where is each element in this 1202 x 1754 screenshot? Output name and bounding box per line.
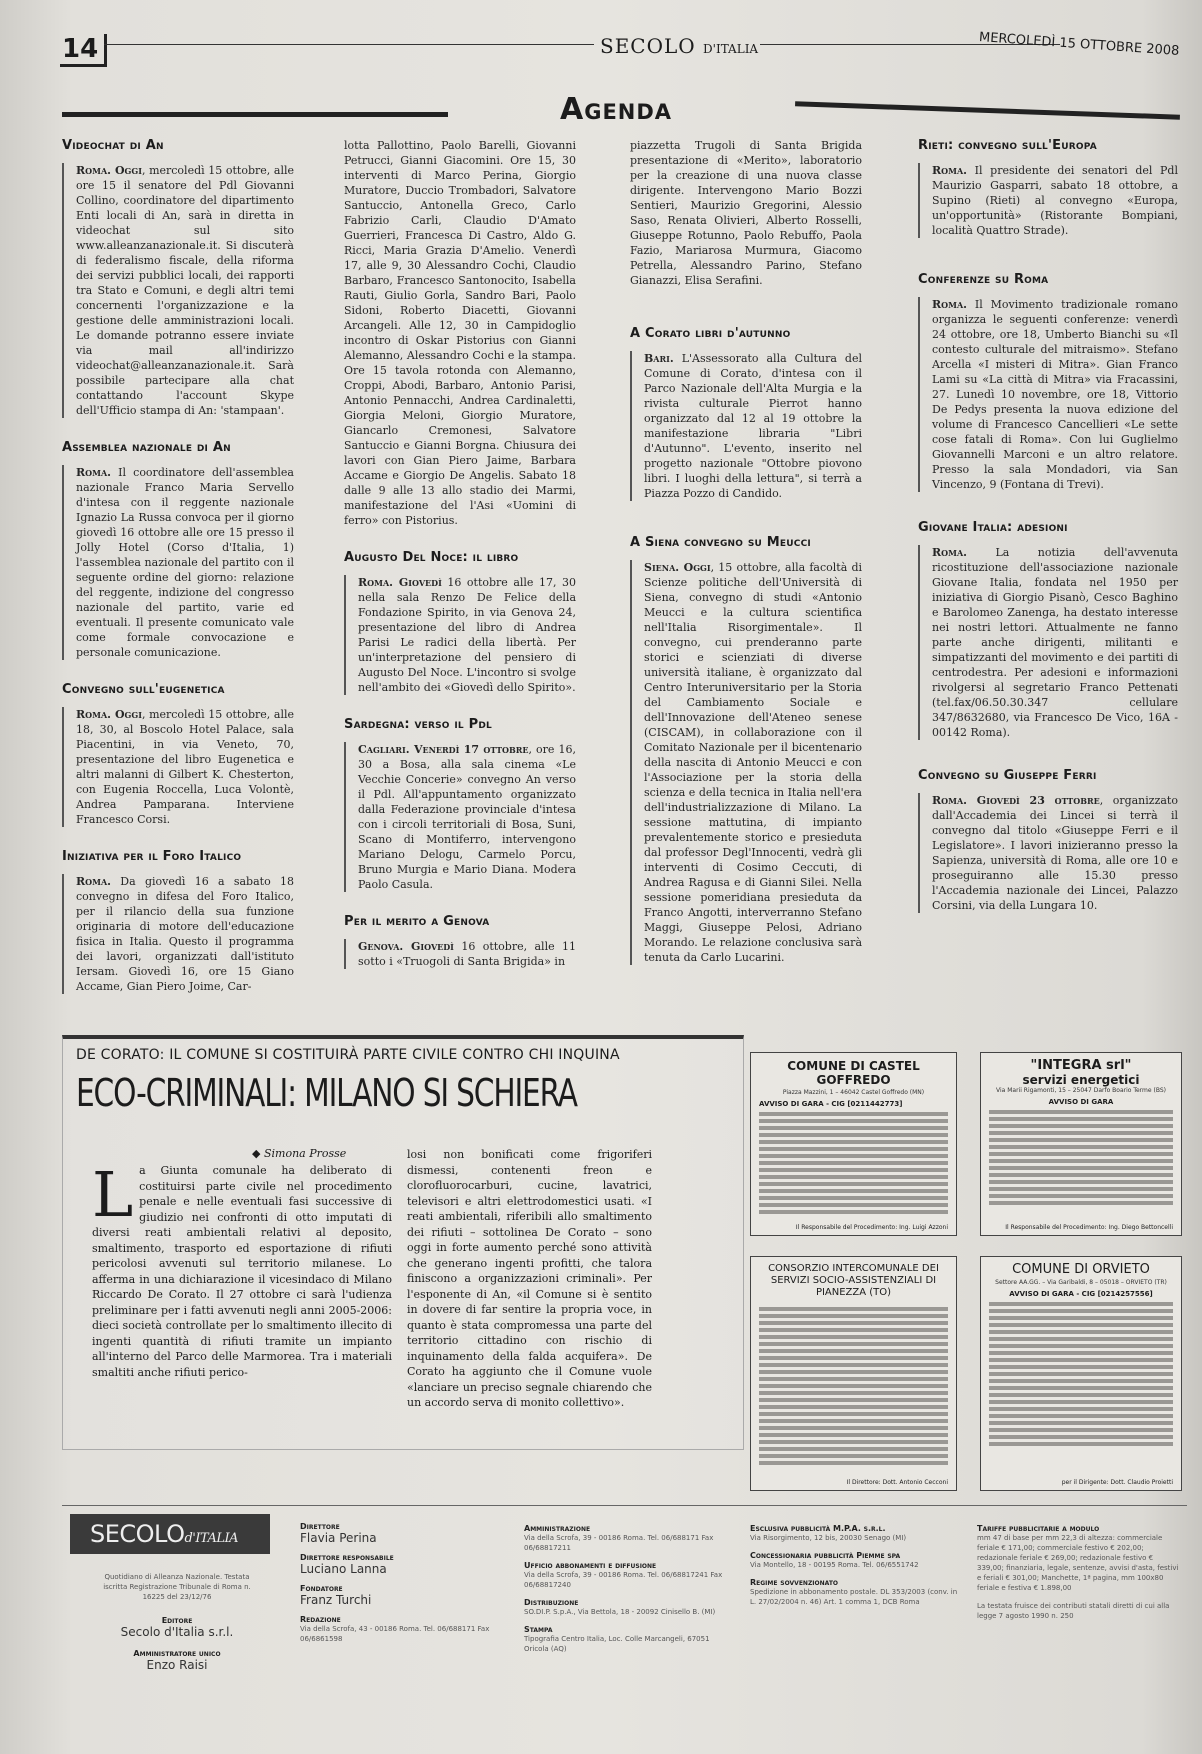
spedizione-value: Spedizione in abbonamento postale. DL 353/2003 (conv. in L. 27/02/2004 n. 46) Art. 1 comma 1, DCB Roma xyxy=(750,1588,958,1606)
ad-address: Settore AA.GG. – Via Garibaldi, 8 – 05018 – ORVIETO (TR) xyxy=(995,1279,1167,1286)
column-3 xyxy=(630,138,862,987)
page-header xyxy=(60,28,1180,68)
article-text: L'Assessorato alla Cultura del Comune di Corato, d'intesa con il Parco Nazionale dell'Alta Murgia e la rivista culturale Pierrot hanno organizzato dal 12 al 19 ottobre la manifestazione libraria "Libri d'Autunno". L'evento, inserito nel progetto nazionale "Ottobre piovono libri. I luoghi della lettura", si terrà a Piazza Pozzo di Candido. xyxy=(644,352,862,500)
rates-block xyxy=(977,1524,1182,1621)
feature-kicker: DE CORATO: IL COMUNE SI COSTITUIRÀ PARTE CIVILE CONTRO CHI INQUINA xyxy=(76,1047,620,1063)
conc2-value: Via Montello, 18 - 00195 Roma. Tel. 06/6551742 xyxy=(750,1561,919,1569)
article-lead: Genova. Giovedì xyxy=(358,940,454,953)
advertising-block xyxy=(750,1524,960,1607)
author-name: Simona Prosse xyxy=(263,1147,347,1160)
header-rule-left xyxy=(104,44,594,45)
article-rieti xyxy=(918,138,1178,238)
feature-body-1: a Giunta comunale ha deliberato di costituirsi parte civile nel procedimento penale e nelle eventuali fasi successive di giudizio nei confronti di otto imputati di diversi reati ambientali relativi al deposito, smaltimento, trasporto ed esportazione di rifiuti pericolosi avvenuti sul territorio milanese. Lo afferma in una dichiarazione il vicesindaco di Milano Riccardo De Corato. Il 27 ottobre ci sarà l'udienza preliminare per i fatti avvenuti negli anni 2005-2006: dieci società controllate per lo smaltimento illecito di ingenti quantità di rifiuti tramite un impianto all'interno del Parco delle Marmorea. Tra i materiali smaltiti anche rifiuti perico- xyxy=(92,1164,392,1379)
article-body: lotta Pallottino, Paolo Barelli, Giovanni Petrucci, Gianni Giacomini. Ore 15, 30 interventi di Marco Perina, Giorgio Muratore, Duccio Trombadori, Salvatore Santuccio, Antonella Greco, Carlo Fabrizio Carli, Claudio D'Amato Guerrieri, Francesca Di Castro, Aldo G. Ricci, Maria Grazia D'Amelio. Venerdì 17, alle 9, 30 Alessandro Cochi, Claudio Barbaro, Francesco Santonocito, Isabella Rauti, Giulio Gorla, Sandro Bari, Paolo Sidoni, Roberto Diacetti, Giovanni Arcangeli. Alle 12, 30 in Campidoglio incontro di Oskar Pistorius con Gianni Alemanno, Alessandro Cochi e la stampa. Ore 15 tavola rotonda con Alemanno, Croppi, Abodi, Barbaro, Antonio Parisi, Antonio Pennacchi, Andrea Cardinaletti, Giorgia Meloni, Giorgio Muratore, Giancarlo Cremonesi, Salvatore Santuccio e Gianni Borgna. Chiusura dei lavori con Gian Piero Jaime, Barbara Accame e Giorgio De Angelis. Sabato 18 dalle 9 alle 13 allo stadio dei Marmi, manifestazione del l'Asi «Uomini di ferro» con Pistorius. xyxy=(344,139,576,527)
page-number: 14 xyxy=(60,34,107,67)
article-body xyxy=(918,545,1178,740)
article-lead: Roma. Oggi xyxy=(76,164,142,177)
article-body xyxy=(918,297,1178,492)
article-lead: Roma. xyxy=(932,546,968,559)
feature-article xyxy=(62,1035,742,1503)
logo-name: SECOLO xyxy=(90,1520,185,1548)
masthead xyxy=(600,34,758,58)
direttore-label: Direttore xyxy=(300,1522,340,1531)
ad-signature: per il Dirigente: Dott. Claudio Proietti xyxy=(1061,1479,1173,1486)
section-rule-right xyxy=(795,101,1180,119)
article-text: 16 ottobre alle 17, 30 nella sala Renzo De Felice della Fondazione Spirito, in via Genova 24, presentazione del libro di Andrea Parisi Le radici della libertà. Per un'interpretazione del pensiero di Augusto Del Noce. L'incontro si svolge nell'ambito dei «Giovedì dello Spirito». xyxy=(358,576,576,694)
stampa-label: Stampa xyxy=(524,1625,553,1634)
resp-label: Direttore responsabile xyxy=(300,1553,394,1562)
article-body xyxy=(630,351,862,501)
article-text: La notizia dell'avvenuta ricostituzione dell'associazione nazionale Giovane Italia, fondata nel 1950 per iniziativa di Giorgio Pisanò, Cesco Baghino e Barolomeo Zanenga, ha destato interesse nei nostri lettori. Attualmente ne fanno parte anche dirigenti, militanti e simpatizzanti del movimento e dei partiti di centrodestra. Per adesioni e informazioni rivolgersi al segretario Franco Pettenati (tel.fax/06.50.30.347 cellulare 347/8632680, via Francesco De Vico, 16A - 00142 Roma). xyxy=(932,546,1178,739)
drop-cap: L xyxy=(92,1158,134,1231)
article-title: Convegno su Giuseppe Ferri xyxy=(918,768,1097,783)
article-body xyxy=(918,793,1178,913)
concessionaria-value: Via Risorgimento, 12 bis, 20030 Senago (MI) xyxy=(750,1534,907,1542)
colophon xyxy=(62,1505,1187,1736)
article-text: Il Movimento tradizionale romano organizza le seguenti conferenze: venerdì 24 ottobre, ore 18, Umberto Bianchi su «Il contesto culturale del mitraismo». Stefano Arcella «I misteri di Mitra». Gian Franco Lami su «La città di Mitra» via Fracassini, 27. Lunedì 10 novembre, ore 18, Vittorio De Pedys presenta la nuova edizione del volume di Francesco Cancellieri «Le sette cose fatali di Roma». Con lui Guglielmo Giovannelli Marconi e un altro relatore. Presso la sala Mondadori, via San Vincenzo, 9 (Fontana di Trevi). xyxy=(932,298,1178,491)
ad-address: Via Marii Rigamonti, 15 – 25047 Darfo Boario Terme (BS) xyxy=(996,1087,1166,1094)
editore-block xyxy=(102,1616,252,1672)
article-lead: Roma. xyxy=(76,875,112,888)
article-text: , mercoledì 15 ottobre, alle ore 15 il senatore del Pdl Giovanni Collino, coordinatore del dipartimento Enti locali di An, sarà in diretta in videochat sul sito www.alleanzanazionale.it. Si discuterà di federalismo fiscale, della riforma dei servizi pubblici locali, dei rapporti tra Stato e Comuni, e degli altri temi concernenti l'organizzazione e la gestione delle amministrazioni locali. Le domande potranno essere inviate via mail all'indirizzo videochat@alleanzanazionale.it. Sarà possibile partecipare alla chat contattando l'account Skype dell'Ufficio stampa di An: 'stampaan'. xyxy=(76,164,294,417)
article-lead: Roma. xyxy=(76,466,112,479)
article-lead: Siena. Oggi xyxy=(644,561,711,574)
article-genova-continued xyxy=(630,138,862,288)
admin-offices-block xyxy=(524,1524,734,1654)
article-lead: Cagliari. Venerdì 17 ottobre xyxy=(358,743,529,756)
article-body xyxy=(62,163,294,418)
article-lead: Roma. xyxy=(932,298,968,311)
section-rule-left xyxy=(62,112,448,117)
ad-subtitle: servizi energetici xyxy=(1022,1073,1140,1087)
article-text: Da giovedì 16 a sabato 18 convegno in difesa del Foro Italico, per il rilancio della sua funzione originaria di motore dell'educazione fisica in Italia. Questo il programma dei lavori, organizzati dall'istituto Iersam. Giovedì 16, ore 15 Giano Accame, Gian Piero Joime, Car- xyxy=(76,875,294,993)
article-foro-italico-continued xyxy=(344,138,576,528)
article-text: , mercoledì 15 ottobre, alle 18, 30, al Boscolo Hotel Palace, sala Piacentini, in via Veneto, 70, presentazione del libro Eugenetica e altri malanni di Gilbert K. Chesterton, con Eugenia Roccella, Luca Volontè, Andrea Pamparana. Interviene Francesco Corsi. xyxy=(76,708,294,826)
distrib-label: Distribuzione xyxy=(524,1598,579,1607)
redazione-label: Redazione xyxy=(300,1615,341,1624)
directors-block xyxy=(300,1522,500,1644)
ad-integra xyxy=(980,1052,1182,1236)
column-4 xyxy=(918,138,1178,935)
ufficio-label: Ufficio abbonamenti e diffusione xyxy=(524,1561,657,1570)
article-title: A Corato libri d'autunno xyxy=(630,326,791,341)
ufficio-value: Via della Scrofa, 39 - 00186 Roma. Tel. 06/68817241 Fax 06/68817240 xyxy=(524,1571,723,1589)
article-title: Convegno sull'eugenetica xyxy=(62,682,225,697)
column-1 xyxy=(62,138,294,1016)
article-title: Videochat di An xyxy=(62,138,164,153)
article-eugenetica xyxy=(62,682,294,827)
distrib-value: SO.DI.P. S.p.A., Via Bettola, 18 - 20092 Cinisello B. (MI) xyxy=(524,1608,716,1616)
ad-signature: Il Responsabile del Procedimento: Ing. Diego Bettoncelli xyxy=(1005,1224,1173,1231)
article-giovane-italia xyxy=(918,520,1178,740)
redazione-value: Via della Scrofa, 43 - 00186 Roma. Tel. 06/688171 Fax 06/6861598 xyxy=(300,1625,490,1643)
editore-label: Editore xyxy=(161,1616,193,1625)
article-body xyxy=(344,939,576,969)
section-title: Agenda xyxy=(560,92,673,127)
article-body xyxy=(344,742,576,892)
article-text: , 15 ottobre, alla facoltà di Scienze politiche dell'Università di Siena, convegno di studi «Antonio Meucci e la cultura scientifica nell'Italia Risorgimentale». Il convegno, cui prenderanno parte storici e scienziati di diverse università italiane, è organizzato dal Centro Interuniversitario per la Storia del Cambiamento Sociale e dell'Innovazione dell'Ateneo senese (CISCAM), in collaborazione con il Comitato Nazionale per il bicentenario della nascita di Antonio Meucci e con l'Associazione per la storia della scienza e della tecnica in Italia nell'era dell'industrializzazione di Milano. La sessione mattutina, di impianto prevalentemente storico e presieduta dal professor Degl'Innocenti, vedrà gli interventi di Cosimo Ceccuti, di Andrea Ragusa e di Gianni Silei. Nella sessione pomeridiana presieduta da Franco Angotti, interverranno Stefano Maggi, Giuseppe Pelosi, Adriano Morando. Le relazione conclusiva sarà tenuta da Carlo Lucarini. xyxy=(644,561,863,964)
article-title: Iniziativa per il Foro Italico xyxy=(62,849,242,864)
ad-text-block xyxy=(759,1307,948,1465)
article-title: Per il merito a Genova xyxy=(344,914,490,929)
article-lead: Roma. xyxy=(932,164,968,177)
ad-orvieto xyxy=(980,1256,1182,1491)
stampa-value: Tipografia Centro Italia, Loc. Colle Marcangeli, 67051 Oricola (AQ) xyxy=(524,1635,710,1653)
article-lead: Roma. Oggi xyxy=(76,708,142,721)
feature-column-1 xyxy=(92,1158,392,1380)
article-title: Assemblea nazionale di An xyxy=(62,440,231,455)
masthead-small: D'ITALIA xyxy=(703,42,759,56)
feature-author: ◆ Simona Prosse xyxy=(252,1147,347,1160)
article-lead: Roma. Giovedì xyxy=(358,576,442,589)
tagline: Quotidiano di Alleanza Nazionale. Testata iscritta Registrazione Tribunale di Roma n. 16225 del 23/12/76 xyxy=(103,1573,251,1601)
feature-headline: ECO-CRIMINALI: MILANO SI SCHIERA xyxy=(76,1071,577,1115)
ad-castel-goffredo xyxy=(750,1052,957,1236)
article-body xyxy=(630,560,862,965)
article-body xyxy=(62,707,294,827)
article-body xyxy=(344,575,576,695)
ad-title: COMUNE DI ORVIETO xyxy=(1012,1262,1150,1277)
masthead-name: SECOLO xyxy=(600,34,696,58)
article-body: piazzetta Trugoli di Santa Brigida presentazione di «Merito», laboratorio per la creazione di una nuova classe dirigente. Intervengono Mario Bozzi Sentieri, Maurizio Gregorini, Alessio Saso, Renata Olivieri, Alberto Rosselli, Giuseppe Rotunno, Paolo Rebuffo, Paola Fazio, Mariarosa Murmura, Giacomo Petrella, Alessandro Parino, Stefano Gianazzi, Elisa Serafini. xyxy=(630,139,862,287)
logo-small: d'ITALIA xyxy=(184,1531,238,1546)
article-body xyxy=(62,874,294,994)
newspaper-logo xyxy=(70,1514,270,1554)
article-body xyxy=(918,163,1178,238)
ad-text-block xyxy=(759,1112,948,1214)
article-body xyxy=(62,465,294,660)
ad-address: Piazza Mazzini, 1 – 46042 Castel Goffredo (MN) xyxy=(782,1089,925,1096)
article-title: Sardegna: verso il Pdl xyxy=(344,717,492,732)
ad-title: COMUNE DI CASTEL GOFFREDO xyxy=(787,1059,920,1087)
concessionaria-label: Esclusiva pubblicità M.P.A. s.r.l. xyxy=(750,1524,886,1533)
article-text: Il coordinatore dell'assemblea nazionale Franco Maria Servello d'intesa con il reggente nazionale Ignazio La Russa convoca per il giorno giovedì 16 ottobre alle ore 15 presso il Jolly Hotel (Corso d'Italia, 1) l'assemblea nazionale del partito con il seguente ordine del giorno: relazione del reggente, indizione del congresso nazionale del partito, varie ed eventuali. Il presente comunicato vale come formale convocazione e personale comunicazione. xyxy=(76,466,294,659)
feature-column-2: losi non bonificati come frigoriferi dismessi, contenenti freon e clorofluorocarburi, cucine, lavatrici, televisori e altri elettrodomestici usati. «I reati ambientali, riferibili allo smaltimento dei rifiuti – sottolinea De Corato – sono oggi in forte aumento perché sono attività che generano ingenti profitti, che talora finiscono a organizzazioni criminali». Per l'esponente di An, «il Comune si è sentito in dovere di far sentire la propria voce, in quanto è stata compromessa una parte del territorio cittadino con rischio di inquinamento della falda acquifera». De Corato ha aggiunto che il Comune vuole «lanciare un preciso segnale chiarendo che un accordo serva di monito collettivo». xyxy=(407,1148,652,1409)
editore-value: Secolo d'Italia s.r.l. xyxy=(120,1625,234,1639)
ad-title: CONSORZIO INTERCOMUNALE DEI SERVIZI SOCIO-ASSISTENZIALI DI PIANEZZA (TO) xyxy=(768,1263,939,1298)
article-foro-italico xyxy=(62,849,294,994)
article-assemblea xyxy=(62,440,294,660)
article-del-noce xyxy=(344,550,576,695)
article-text: Il presidente dei senatori del Pdl Maurizio Gasparri, sabato 18 ottobre, a Supino (Rieti) al convegno «Europa, un'opportunità» (Ristorante Bompiani, località Quattro Strade). xyxy=(932,164,1178,237)
direttore-value: Flavia Perina xyxy=(300,1531,377,1545)
ad-notice: AVVISO DI GARA xyxy=(1048,1098,1114,1106)
fondatore-value: Franz Turchi xyxy=(300,1593,372,1607)
tariffe-label: Tariffe pubblicitarie a modulo xyxy=(977,1524,1100,1533)
article-title: Giovane Italia: adesioni xyxy=(918,520,1068,535)
article-title: Conferenze su Roma xyxy=(918,272,1049,287)
article-sardegna xyxy=(344,717,576,892)
ad-notice: AVVISO DI GARA - CIG [0211442773] xyxy=(759,1100,903,1108)
column-2 xyxy=(344,138,576,991)
article-genova xyxy=(344,914,576,969)
conc2-label: Concessionaria pubblicità Piemme spa xyxy=(750,1551,901,1560)
article-title: Rieti: convegno sull'Europa xyxy=(918,138,1097,153)
ad-text-block xyxy=(989,1110,1173,1205)
article-lead: Roma. Giovedì 23 ottobre xyxy=(932,794,1100,807)
article-title: Augusto Del Noce: il libro xyxy=(344,550,519,565)
admin-value: Enzo Raisi xyxy=(146,1658,208,1672)
article-text: , ore 16, 30 a Bosa, alla sala cinema «Le Vecchie Concerie» convegno An verso il Pdl. All'appuntamento organizzato dalla Federazione provinciale d'intesa con i circoli territoriali di Bosa, Suni, Scano di Montiferro, intervengono Mariano Delogu, Carmelo Porcu, Bruno Murgia e Mario Diana. Modera Paolo Casula. xyxy=(358,743,576,891)
article-text: 16 ottobre, alle 11 sotto i «Truogoli di Santa Brigida» in xyxy=(358,940,576,968)
ad-notice: AVVISO DI GARA - CIG [0214257556] xyxy=(1009,1290,1153,1298)
tariffe-value: mm 47 di base per mm 22,3 di altezza: commerciale feriale € 171,00; commerciale festivo € 202,00; redazionale feriale € 269,00; redazionale festivo € 339,00; finanziaria, legale, sentenze, avvisi d'asta, festivi e feriali € 301,00; Manchette, 1ª pagina, mm 100x80 feriale e festiva € 1.898,00 xyxy=(977,1534,1179,1592)
article-text: , organizzato dall'Accademia dei Lincei si terrà il convegno dal titolo «Giuseppe Ferri e il Legislatore». I lavori inizieranno presso la Sapienza, università di Roma, alle ore 10 e proseguiranno alle 15.30 presso l'Accademia nazionale dei Lincei, Palazzo Corsini, via della Lungara 10. xyxy=(932,794,1178,912)
article-corato xyxy=(630,326,862,501)
resp-value: Luciano Lanna xyxy=(300,1562,387,1576)
article-ferri xyxy=(918,768,1178,913)
contributi-note: La testata fruisce dei contributi statali diretti di cui alla legge 7 agosto 1990 n. 250 xyxy=(977,1602,1170,1620)
admin-label: Amministratore unico xyxy=(133,1649,221,1658)
ad-consorzio-pianezza xyxy=(750,1256,957,1491)
ammin-label: Amministrazione xyxy=(524,1524,591,1533)
article-siena xyxy=(630,535,862,965)
issue-date: MERCOLEDÌ 15 OTTOBRE 2008 xyxy=(978,30,1181,59)
ammin-value: Via della Scrofa, 39 - 00186 Roma. Tel. 06/688171 Fax 06/68817211 xyxy=(524,1534,714,1552)
ad-text-block xyxy=(989,1302,1173,1446)
ad-title: "INTEGRA srl" xyxy=(1030,1058,1132,1073)
ad-signature: Il Direttore: Dott. Antonio Cecconi xyxy=(846,1479,948,1486)
article-videochat xyxy=(62,138,294,418)
article-conferenze xyxy=(918,272,1178,492)
ad-signature: Il Responsabile del Procedimento: Ing. Luigi Azzoni xyxy=(795,1224,948,1231)
article-lead: Bari. xyxy=(644,352,674,365)
fondatore-label: Fondatore xyxy=(300,1584,343,1593)
article-title: A Siena convegno su Meucci xyxy=(630,535,811,550)
spedizione-label: Regime sovvenzionato xyxy=(750,1578,839,1587)
